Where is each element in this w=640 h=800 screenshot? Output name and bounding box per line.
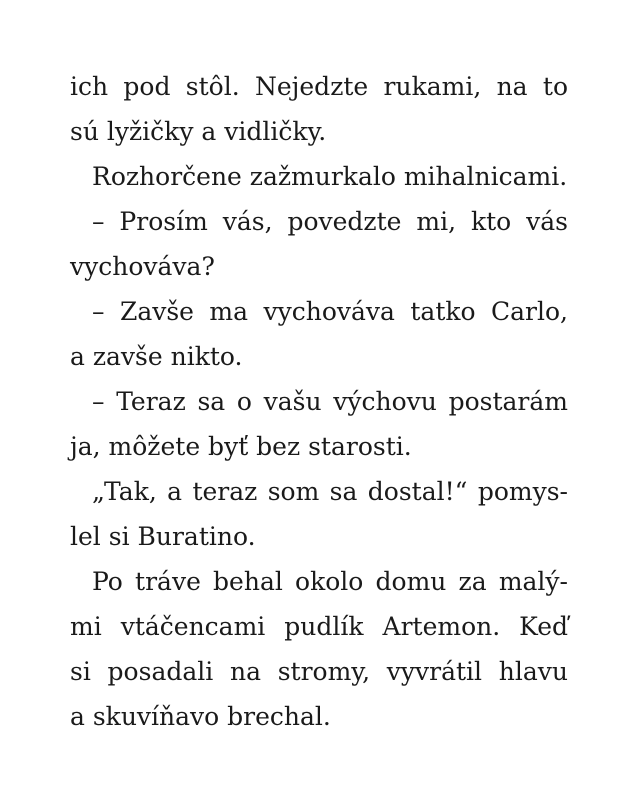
paragraph-6 (70, 469, 568, 559)
text-line: „Tak, a teraz som sa dostal!“ pomys- (92, 477, 568, 506)
text-line: – Teraz sa o vašu výchovu postarám (92, 387, 568, 416)
text-line: Rozhorčene zažmurkalo mihalnicami. (92, 162, 568, 191)
text-line: ja, môžete byť bez starosti. (70, 432, 412, 461)
text-line: Po tráve behal okolo domu za malý- (92, 567, 568, 596)
text-line: – Zavše ma vychováva tatko Carlo, (92, 297, 568, 326)
paragraph-3 (70, 199, 568, 289)
body-text (70, 64, 568, 739)
text-line: a zavše nikto. (70, 342, 243, 371)
paragraph-5 (70, 379, 568, 469)
text-line: a skuvíňavo brechal. (70, 702, 331, 731)
text-line: ich pod stôl. Nejedzte rukami, na to (70, 72, 568, 101)
paragraph-4 (70, 289, 568, 379)
text-line: mi vtáčencami pudlík Artemon. Keď (70, 612, 568, 641)
paragraph-7 (70, 559, 568, 739)
text-line: – Prosím vás, povedzte mi, kto vás (92, 207, 568, 236)
text-line: vychováva? (70, 252, 215, 281)
text-line: lel si Buratino. (70, 522, 256, 551)
paragraph-1 (70, 64, 568, 154)
text-line: si posadali na stromy, vyvrátil hlavu (70, 657, 568, 686)
paragraph-2 (70, 154, 568, 199)
text-line: sú lyžičky a vidličky. (70, 117, 327, 146)
